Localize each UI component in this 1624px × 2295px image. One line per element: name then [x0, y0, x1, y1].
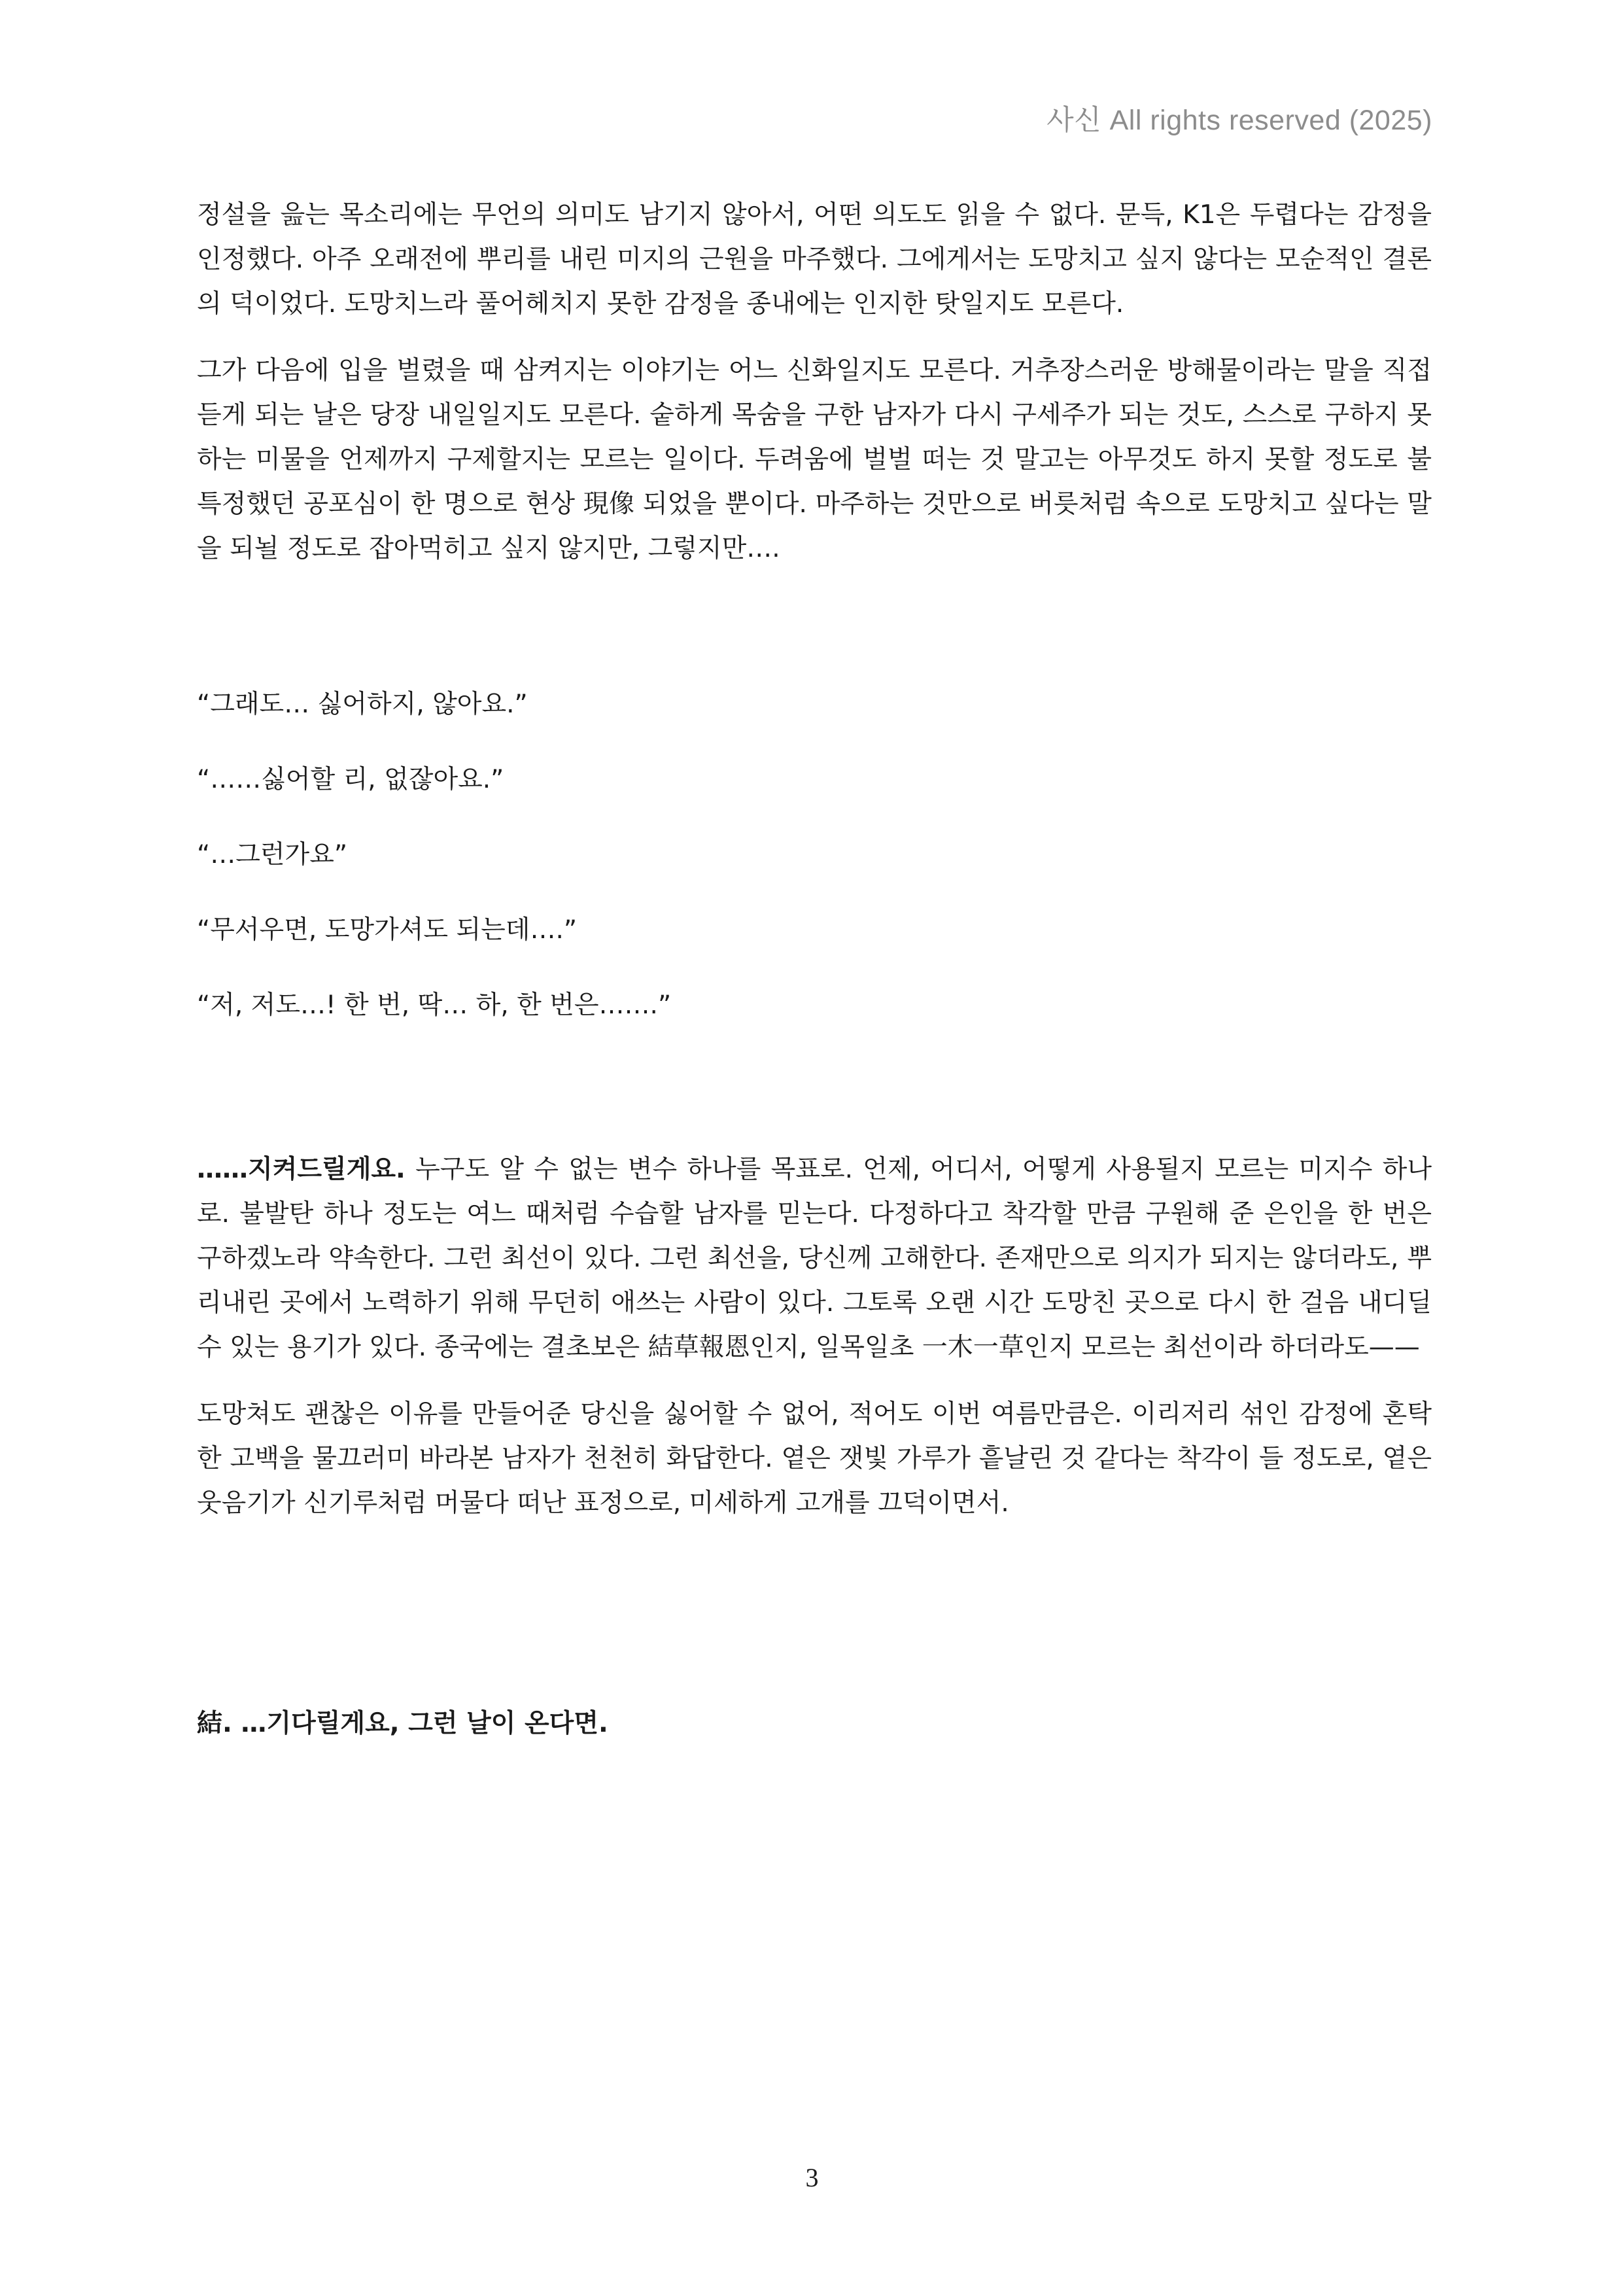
body-paragraph — [197, 1148, 1432, 1370]
dialogue-line: “…그런가요” — [197, 840, 348, 869]
dialogue-line: “저, 저도…! 한 번, 딱… 하, 한 번은…….” — [197, 990, 672, 1020]
section-gap — [197, 1059, 1432, 1148]
page-body — [197, 193, 1432, 1746]
closing-line: 結. …기다릴게요, 그런 날이 온다면. — [197, 1709, 608, 1738]
section-gap — [197, 1548, 1432, 1702]
body-paragraph: 정설을 읊는 목소리에는 무언의 의미도 남기지 않아서, 어떤 의도도 읽을 수 없다. 문득, K1은 두렵다는 감정을 인정했다. 아주 오래전에 뿌리를 내린 미지의 근원을 마주했다. 그에게서는 도망치고 싶지 않다는 모순적인 결론의 덕이었다. 도망치느라 풀어헤치지 못한 감정을 종내에는 인지한 탓일지도 모른다. — [197, 200, 1432, 319]
body-paragraph: 그가 다음에 입을 벌렸을 때 삼켜지는 이야기는 어느 신화일지도 모른다. 거추장스러운 방해물이라는 말을 직접 듣게 되는 날은 당장 내일일지도 모른다. 숱하게 목숨을 구한 남자가 다시 구세주가 되는 것도, 스스로 구하지 못하는 미물을 언제까지 구제할지는 모르는 일이다. 두려움에 벌벌 떠는 것 말고는 아무것도 하지 못할 정도로 불특정했던 공포심이 한 명으로 현상 現像 되었을 뿐이다. 마주하는 것만으로 버릇처럼 속으로 도망치고 싶다는 말을 되뇔 정도로 잡아먹히고 싶지 않지만, 그렇지만…. — [197, 356, 1432, 563]
dialogue-line: “……싫어할 리, 없잖아요.” — [197, 765, 504, 794]
emphasized-lead: ……지켜드릴게요. — [197, 1155, 406, 1184]
page-number: 3 — [805, 2163, 819, 2192]
section-gap — [197, 593, 1432, 682]
page-header: 사신 All rights reserved (2025) — [1046, 105, 1432, 136]
body-paragraph: 도망쳐도 괜찮은 이유를 만들어준 당신을 싫어할 수 없어, 적어도 이번 여름만큼은. 이리저리 섞인 감정에 혼탁한 고백을 물끄러미 바라본 남자가 천천히 화답한다. 옅은 잿빛 가루가 흩날린 것 같다는 착각이 들 정도로, 옅은 웃음기가 신기루처럼 머물다 떠난 표정으로, 미세하게 고개를 끄덕이면서. — [197, 1399, 1432, 1518]
paragraph-text: 누구도 알 수 없는 변수 하나를 목표로. 언제, 어디서, 어떻게 사용될지 모르는 미지수 하나로. 불발탄 하나 정도는 여느 때처럼 수습할 남자를 믿는다. 다정하다고 착각할 만큼 구원해 준 은인을 한 번은 구하겠노라 약속한다. 그런 최선이 있다. 그런 최선을, 당신께 고해한다. 존재만으로 의지가 되지는 않더라도, 뿌리내린 곳에서 노력하기 위해 무던히 애쓰는 사람이 있다. 그토록 오랜 시간 도망친 곳으로 다시 한 걸음 내디딜 수 있는 용기가 있다. 종국에는 결초보은 結草報恩인지, 일목일초 一木一草인지 모르는 최선이라 하더라도—— — [197, 1155, 1432, 1362]
dialogue-line: “그래도… 싫어하지, 않아요.” — [197, 690, 528, 719]
dialogue-line: “무서우면, 도망가셔도 되는데….” — [197, 915, 578, 945]
